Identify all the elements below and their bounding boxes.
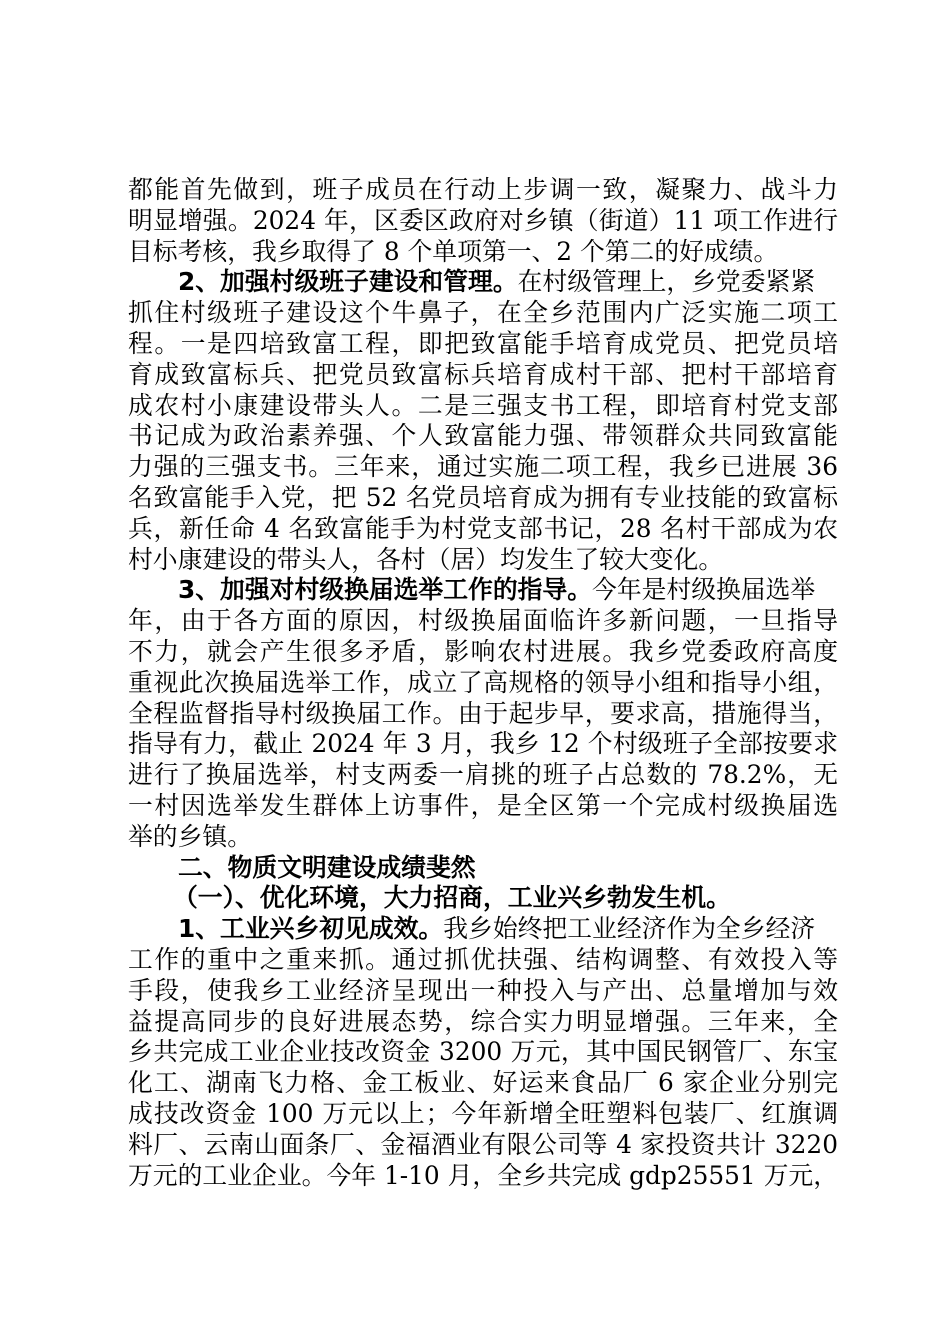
text-line: 指导有力，截止 2024 年 3 月，我乡 12 个村级班子全部按要求 xyxy=(128,729,838,759)
section-heading-line xyxy=(128,914,838,945)
section-heading: 1、工业兴乡初见成效。 xyxy=(178,914,444,944)
text-line: 成技改资金 100 万元以上；今年新增全旺塑料包装厂、红旗调 xyxy=(128,1098,838,1128)
text-line: 年，由于各方面的原因，村级换届面临许多新问题，一旦指导 xyxy=(128,606,838,636)
text-line: 抓住村级班子建设这个牛鼻子，在全乡范围内广泛实施二项工 xyxy=(128,298,838,328)
text-line: 都能首先做到，班子成员在行动上步调一致，凝聚力、战斗力 xyxy=(128,175,838,204)
text-line: 重视此次换届选举工作，成立了高规格的领导小组和指导小组， xyxy=(128,667,838,697)
text-run: 今年是村级换届选举 xyxy=(592,575,816,605)
text-line: 乡共完成工业企业技改资金 3200 万元，其中国民钢管厂、东宝 xyxy=(128,1037,838,1067)
text-line: 目标考核，我乡取得了 8 个单项第一、2 个第二的好成绩。 xyxy=(128,236,779,266)
text-line: 兵，新任命 4 名致富能手为村党支部书记，28 名村干部成为农 xyxy=(128,513,838,543)
text-line: 书记成为政治素养强、个人致富能力强、带领群众共同致富能 xyxy=(128,421,838,451)
text-line: 成农村小康建设带头人。二是三强支书工程，即培育村党支部 xyxy=(128,390,838,420)
text-line: 举的乡镇。 xyxy=(128,821,252,851)
text-line: 育成致富标兵、把党员致富标兵培育成村干部、把村干部培育 xyxy=(128,359,838,389)
text-run: 我乡始终把工业经济作为全乡经济 xyxy=(443,914,816,944)
text-line: 料厂、云南山面条厂、金福酒业有限公司等 4 家投资共计 3220 xyxy=(128,1129,838,1159)
text-line: 手段，使我乡工业经济呈现出一种投入与产出、总量增加与效 xyxy=(128,975,838,1005)
section-heading-line xyxy=(128,575,838,606)
chapter-heading: 二、物质文明建设成绩斐然 xyxy=(178,852,476,882)
text-line: 村小康建设的带头人，各村（居）均发生了较大变化。 xyxy=(128,544,724,574)
subsection-heading: （一）、优化环境，大力招商，工业兴乡勃发生机。 xyxy=(173,883,731,913)
text-line: 程。一是四培致富工程，即把致富能手培育成党员、把党员培 xyxy=(128,328,838,358)
text-line: 进行了换届选举，村支两委一肩挑的班子占总数的 78.2%，无 xyxy=(128,760,838,790)
text-line: 不力，就会产生很多矛盾，影响农村进展。我乡党委政府高度 xyxy=(128,636,838,666)
section-heading: 3、加强对村级换届选举工作的指导。 xyxy=(178,575,593,605)
section-heading: 2、加强村级班子建设和管理。 xyxy=(178,267,518,297)
text-line: 力强的三强支书。三年来，通过实施二项工程，我乡已进展 36 xyxy=(128,452,838,482)
text-line: 全程监督指导村级换届工作。由于起步早，要求高，措施得当， xyxy=(128,698,838,728)
text-line: 工作的重中之重来抓。通过抓优扶强、结构调整、有效投入等 xyxy=(128,944,838,974)
text-line: 益提高同步的良好进展态势，综合实力明显增强。三年来，全 xyxy=(128,1006,838,1036)
text-run: 在村级管理上，乡党委紧紧 xyxy=(517,267,816,297)
text-line: 名致富能手入党，把 52 名党员培育成为拥有专业技能的致富标 xyxy=(128,482,838,512)
text-line: 万元的工业企业。今年 1-10 月，全乡共完成 gdp25551 万元， xyxy=(128,1160,838,1190)
text-line: 化工、湖南飞力格、金工板业、好运来食品厂 6 家企业分别完 xyxy=(128,1068,838,1098)
section-heading-line xyxy=(128,267,838,298)
document-body xyxy=(128,175,838,1191)
text-line: 一村因选举发生群体上访事件，是全区第一个完成村级换届选 xyxy=(128,790,838,820)
text-line: 明显增强。2024 年，区委区政府对乡镇（街道）11 项工作进行 xyxy=(128,205,838,235)
